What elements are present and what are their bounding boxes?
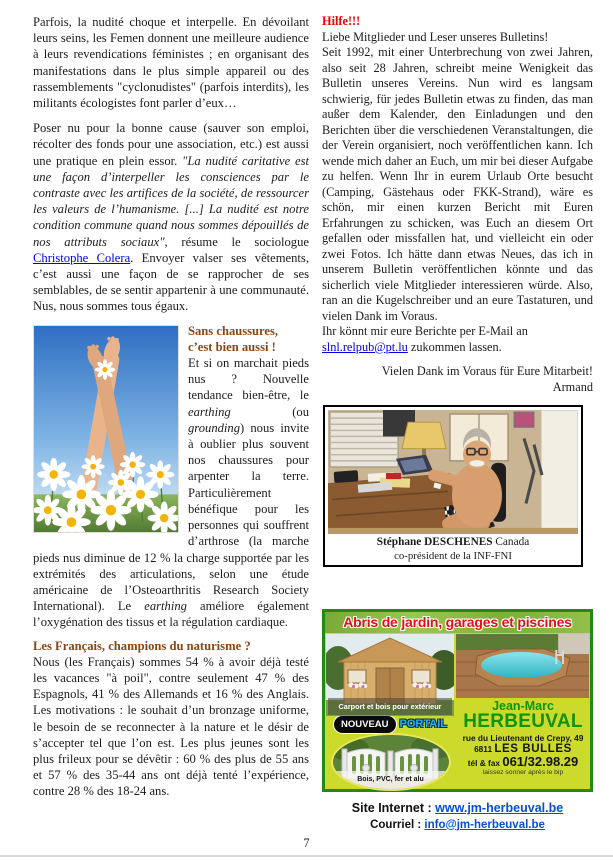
- ad-city: LES BULLES: [494, 743, 572, 756]
- ad-phone-label: tél & fax: [467, 758, 501, 769]
- text-segment: Vielen Dank im Voraus für Eure Mitarbeit!: [381, 364, 593, 378]
- wooden-pool-photo: [456, 634, 589, 698]
- ad-contact-block: [456, 700, 590, 776]
- term-earthing: earthing: [144, 599, 187, 614]
- ad-carport-caption: Carport et bois pour extérieur: [328, 698, 452, 716]
- badge-portail: PORTAIL: [399, 717, 447, 730]
- ad-address-street: rue du Lieutenant de Crepy, 49: [462, 733, 584, 744]
- barefoot-section: [33, 323, 309, 631]
- herbeuval-advertisement: [322, 609, 593, 792]
- feet-daisies-photo: [33, 325, 179, 533]
- deschenes-desk-photo: [328, 410, 578, 534]
- link-christophe-colera[interactable]: Christophe Colera: [33, 250, 131, 265]
- link-website-herbeuval[interactable]: www.jm-herbeuval.be: [435, 801, 564, 815]
- paragraph-nudite-caritative: [33, 120, 309, 314]
- link-email-herbeuval[interactable]: info@jm-herbeuval.be: [424, 818, 545, 831]
- text-segment: améliore également l’oxygénation des tissus et la régulation cardiaque.: [33, 599, 309, 630]
- text-segment: . Envoyer valser ses vêtements, c’est aussi une façon de se rapprocher de ses semblables, de se sentir appartenir à une communauté. Nus, nous sommes tous égaux.: [33, 250, 309, 314]
- ad-gate-caption: Bois, PVC, fer et alu: [333, 771, 449, 790]
- photo-box-deschenes: [323, 405, 583, 567]
- paragraph-hilfe-body: Seit 1992, mit einer Unterbrechung von zwei Jahren, also seit 28 Jahren, schreibt meine Wenigkeit das Bulletin unseres Vereins. Nun wird es langsam schwierig, für jedes Bulletin etwas zu finden, das man außer dem Kalender, den Einladungen und den Berichten über die verschiedenen Veranstaltungen, die der Verein organisiert, noch veröffentlichen kann. Ich wende mich daher an Euch, um mir bei dieser Aufgabe zu helfen. Wenn Ihr in eurem Urlaub Orte besucht (Camping, Gästehaus oder FKK-Strand), wäre es schön, mir einen kurzen Bericht mit Euren Erfahrungen zu schicken, was Euch an diesem Ort gefallen oder missfallen hat, und vielleicht ein oder zwei Fotos. Ich hätte dann etwas Neues, das ich in unserem Bulletin veröffentlichen könnte und das sicherlich viele Mitglieder interessieren würde. Also, ran an die Kugelschreiber und an eure Tastaturen, und vielen Dank im Voraus.: [322, 45, 593, 323]
- ad-first-name: Jean-Marc: [492, 699, 554, 713]
- text-segment: ) nous invite à oublier plus souvent nos chaussures pour arpenter la terre. Particulièrement bénéfique pour les personnes qui souffrent d’arthrose (la marche pieds nus diminue de 12 % la charge supportée par les extrémités des articulations, selon une étude américaine de l’Osteoarthritis Research Society International). Le: [33, 420, 309, 614]
- quote-italic: "La nudité caritative est une façon d’interpeller les consciences par le contraste avec les artifices de la société, de ressourcer les valeurs de l’humanisme. [...] La nudité est notre condition commune quand nous sommes dépouillés de nos attributs sociaux": [33, 153, 310, 249]
- closing-thanks: [322, 364, 593, 395]
- ad-phone-line: [456, 755, 590, 769]
- website-label: Site Internet :: [351, 801, 432, 815]
- ad-last-name: HERBEUVAL: [463, 711, 583, 733]
- signature-armand: Armand: [552, 379, 593, 394]
- page-bottom-rule: [0, 855, 613, 857]
- ad-title: Abris de jardin, garages et piscines: [325, 612, 590, 633]
- heading-hilfe: Hilfe!!!: [322, 14, 361, 28]
- gate-photo-oval: [331, 733, 451, 791]
- text-segment: Et si on marchait pieds nus ? Nouvelle tendance bien-être, le: [188, 356, 309, 403]
- text-segment: (ou: [230, 404, 309, 419]
- article-column-naturisme: [33, 14, 309, 800]
- heading-sans-chaussures-line2: c’est bien aussi !: [188, 339, 276, 354]
- link-email-relpub[interactable]: slnl.relpub@pt.lu: [322, 339, 408, 354]
- ad-phone-note: laissez sonner après le bip: [482, 769, 564, 777]
- paragraph-statistiques: Nous (les Français) sommes 54 % à avoir déjà testé les vacances "à poil", contre seulement 47 % des Espagnols, 41 % des Allemands et 16 % des Anglais. Les motivations : le souhait d’un bronzage uniforme, le besoin de se reconnecter à la nature et le désir de s’accepter tel que l’on est. Les plus jeunes sont les plus frileux pour se dévêtir : 60 % des plus de 55 ans et 57 % des 35-44 ans ont déjà tenté l’expérience, contre 28 % des 18-24 ans.: [33, 654, 309, 799]
- caption-name: Stéphane DESCHENES: [376, 536, 493, 548]
- paragraph-femen: Parfois, la nudité choque et interpelle. En dévoilant leurs seins, les Femen donnent une meilleure audience à leurs revendications féministes ; en organisant des manifestations dans le plus simple appareil ou des rassemblements "cyclonudistes" (parfois interdits), les militants écologistes font parler d’eux…: [33, 15, 309, 111]
- email-label: Courriel :: [370, 818, 422, 831]
- paragraph-email: [322, 324, 593, 355]
- badge-nouveau: NOUVEAU: [334, 716, 396, 734]
- ad-zip: 6811: [474, 744, 493, 755]
- term-earthing: earthing: [188, 404, 231, 419]
- ad-phone-number: 061/32.98.29: [502, 754, 579, 770]
- salutation-line: Liebe Mitglieder und Leser unseres Bulletins!: [322, 29, 549, 44]
- caption-role: co-président de la INF-FNI: [394, 549, 512, 562]
- article-column-hilfe: [322, 14, 593, 833]
- garden-shed-photo: [326, 634, 454, 716]
- contact-links: [322, 801, 593, 833]
- text-segment: Poser nu pour la bonne cause (sauver son emploi, récolter des fonds pour une association, etc.) est aussi une pratique en plein essor.: [33, 121, 309, 168]
- term-grounding: grounding: [188, 420, 241, 435]
- page-number: 7: [303, 836, 310, 850]
- caption-country: Canada: [492, 536, 530, 548]
- heading-champions-naturisme: Les Français, champions du naturisme ?: [33, 638, 251, 653]
- text-segment: Ihr könnt mir eure Berichte per E-Mail an: [322, 324, 528, 338]
- text-segment: , résume le sociologue: [164, 234, 309, 249]
- photo-caption: [328, 536, 578, 563]
- ad-badges-row: [325, 717, 456, 732]
- text-segment: zukommen lassen.: [407, 339, 502, 354]
- heading-sans-chaussures-line1: Sans chaussures,: [188, 323, 279, 338]
